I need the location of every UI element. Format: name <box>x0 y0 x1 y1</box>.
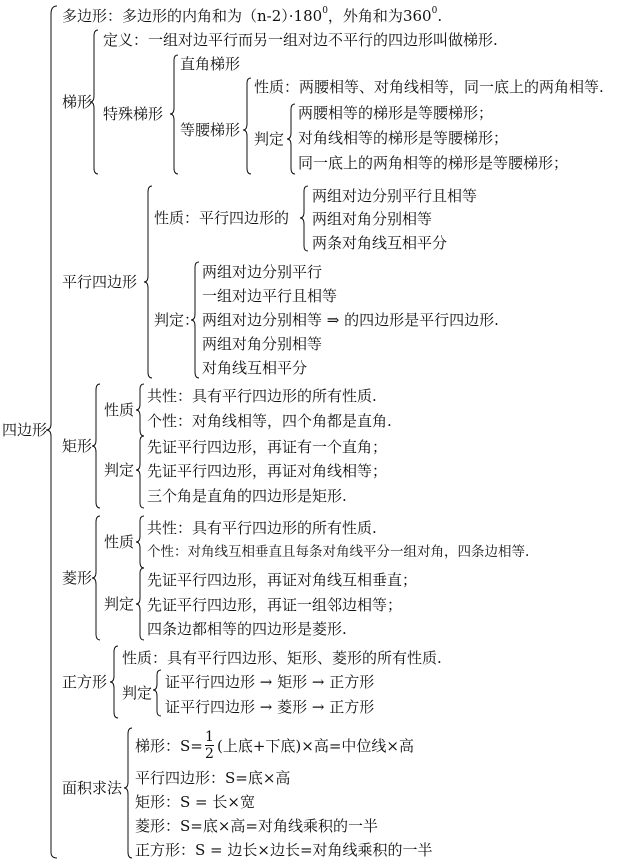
rectangle-judge-1: 先证平行四边形，再证有一个直角； <box>147 438 388 456</box>
parallelogram-judge-4: 两组对角分别相等 <box>202 335 323 353</box>
area-trapezoid-prefix: 梯形：S= <box>135 737 203 755</box>
area-square: 正方形：S = 边长×边长=对角线乘积的一半 <box>135 841 433 859</box>
rectangle-property-label: 性质 <box>104 401 135 419</box>
root-label: 四边形 <box>2 421 48 439</box>
area-trapezoid-suffix: (上底+下底)×高=中位线×高 <box>217 737 414 755</box>
polygon-text: 多边形：多边形的内角和为（n-2）· <box>62 7 294 25</box>
degree-sup-2: 0 <box>431 6 438 16</box>
area-parallelogram: 平行四边形：S=底×高 <box>135 769 291 787</box>
square-judge-label: 判定 <box>122 684 153 702</box>
parallelogram-label: 平行四边形 <box>62 273 138 291</box>
area-rectangle: 矩形：S = 长×宽 <box>135 793 255 811</box>
polygon-mid: ，外角和为 <box>327 7 403 25</box>
trapezoid-definition: 定义：一组对边平行而另一组对边不平行的四边形叫做梯形. <box>103 31 498 49</box>
rhombus-property-label: 性质 <box>104 533 135 551</box>
isosceles-judge-label: 判定 <box>254 130 285 148</box>
polygon-end: . <box>437 7 443 25</box>
rectangle-judge-3: 三个角是直角的四边形是矩形. <box>147 487 347 505</box>
parallelogram-property-2: 两组对角分别相等 <box>312 210 433 228</box>
square-judge-2: 证平行四边形 → 菱形 → 正方形 <box>165 698 375 716</box>
area-rhombus: 菱形：S=底×高=对角线乘积的一半 <box>135 817 378 835</box>
rhombus-judge-2: 先证平行四边形，再证一组邻边相等； <box>147 596 403 614</box>
isosceles-trapezoid-label: 等腰梯形 <box>180 121 241 139</box>
trapezoid-label: 梯形 <box>62 93 93 111</box>
square-label: 正方形 <box>62 673 108 691</box>
rectangle-property-2: 个性：对角线相等，四个角都是直角. <box>147 412 392 430</box>
parallelogram-judge-3: 两组对边分别相等 ⇒ 的四边形是平行四边形. <box>202 311 499 329</box>
rectangle-label: 矩形 <box>62 437 93 455</box>
rhombus-judge-1: 先证平行四边形，再证对角线互相垂直； <box>147 571 418 589</box>
isosceles-property: 性质：两腰相等、对角线相等，同一底上的两角相等. <box>254 78 604 96</box>
rectangle-property-1: 共性：具有平行四边形的所有性质. <box>147 387 377 405</box>
rhombus-property-2: 个性：对角线互相垂直且每条对角线平分一组对角，四条边相等. <box>147 544 530 560</box>
rectangle-judge-2: 先证平行四边形，再证对角线相等； <box>147 462 388 480</box>
half-fraction <box>205 730 214 761</box>
rectangle-judge-label: 判定 <box>104 461 135 479</box>
area-label: 面积求法 <box>62 779 123 797</box>
polygon-deg2: 360 <box>402 7 432 25</box>
isosceles-judge-1: 两腰相等的梯形是等腰梯形； <box>298 104 494 122</box>
parallelogram-property-label: 性质：平行四边形的 <box>154 209 290 227</box>
square-judge-1: 证平行四边形 → 矩形 → 正方形 <box>165 673 375 691</box>
rhombus-label: 菱形 <box>62 569 93 587</box>
rhombus-judge-3: 四条边都相等的四边形是菱形. <box>147 620 347 638</box>
rhombus-property-1: 共性：具有平行四边形的所有性质. <box>147 519 377 537</box>
polygon-line <box>62 6 443 25</box>
polygon-deg1: 180 <box>293 7 323 25</box>
parallelogram-property-1: 两组对边分别平行且相等 <box>312 187 478 205</box>
parallelogram-property-3: 两条对角线互相平分 <box>312 234 448 252</box>
right-trapezoid: 直角梯形 <box>180 55 241 73</box>
parallelogram-judge-1: 两组对边分别平行 <box>202 263 323 281</box>
fraction-denominator: 2 <box>205 746 214 762</box>
parallelogram-judge-5: 对角线互相平分 <box>202 359 308 377</box>
parallelogram-judge-label: 判定： <box>154 311 200 329</box>
rhombus-judge-label: 判定 <box>104 595 135 613</box>
fraction-numerator: 1 <box>205 729 214 745</box>
parallelogram-judge-2: 一组对边平行且相等 <box>202 287 338 305</box>
special-trapezoid-label: 特殊梯形 <box>103 105 164 123</box>
square-property: 性质：具有平行四边形、矩形、菱形的所有性质. <box>122 649 442 667</box>
isosceles-judge-2: 对角线相等的梯形是等腰梯形； <box>298 129 509 147</box>
isosceles-judge-3: 同一底上的两角相等的梯形是等腰梯形； <box>298 154 569 172</box>
degree-sup-1: 0 <box>322 6 328 16</box>
